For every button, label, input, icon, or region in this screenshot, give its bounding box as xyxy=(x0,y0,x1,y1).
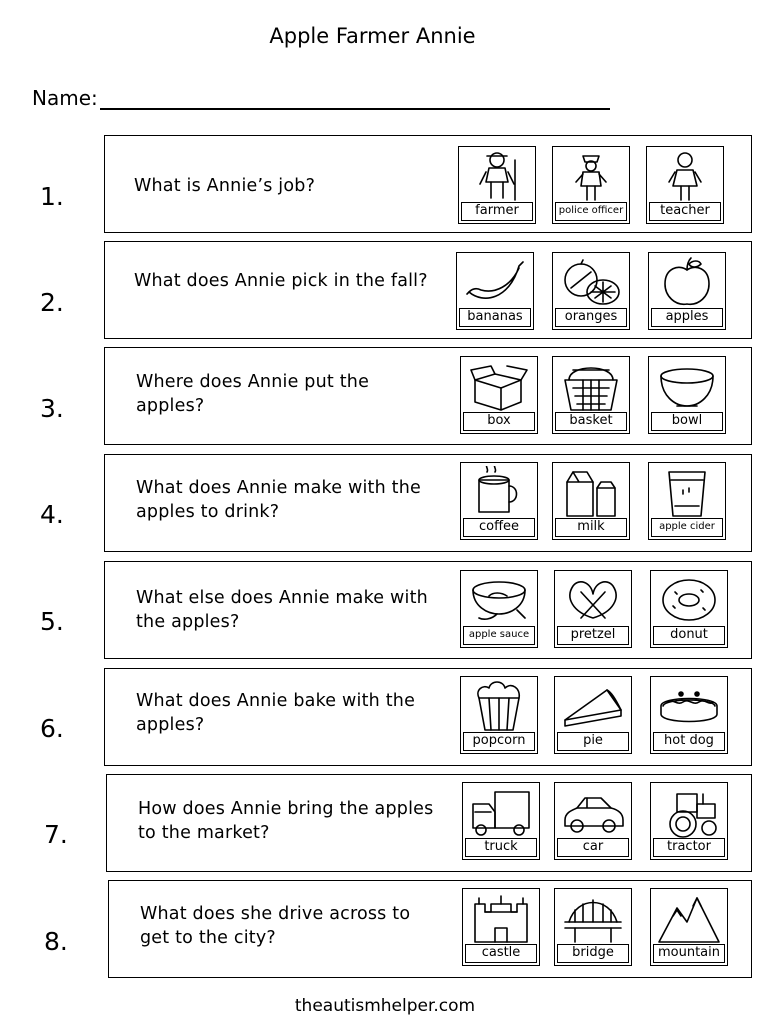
oranges-icon xyxy=(559,256,623,308)
answer-option-popcorn[interactable] xyxy=(460,676,538,754)
answer-option-label: farmer xyxy=(461,202,533,221)
answer-option-label: coffee xyxy=(463,518,535,537)
answer-option-label: basket xyxy=(555,412,627,431)
mountain-icon xyxy=(657,892,721,944)
answer-option-label: pretzel xyxy=(557,626,629,645)
name-line[interactable] xyxy=(100,88,610,110)
question-text: What does Annie bake with the apples? xyxy=(136,691,416,735)
answer-option-bridge[interactable] xyxy=(554,888,632,966)
question-number: 1. xyxy=(40,182,64,211)
coffee-icon xyxy=(467,466,531,518)
answer-option-box[interactable] xyxy=(460,356,538,434)
question-number: 2. xyxy=(40,288,64,317)
answer-option-oranges[interactable] xyxy=(552,252,630,330)
question-number: 6. xyxy=(40,714,64,743)
answer-option-pie[interactable] xyxy=(554,676,632,754)
answer-option-label: apples xyxy=(651,308,723,327)
question-text: What does Annie pick in the fall? xyxy=(134,271,428,291)
bananas-icon xyxy=(463,256,527,308)
answer-option-label: oranges xyxy=(555,308,627,327)
answer-option-label: truck xyxy=(465,838,537,857)
answer-option-label: apple cider xyxy=(651,518,723,537)
car-icon xyxy=(561,786,625,838)
farmer-icon xyxy=(465,150,529,202)
question-number: 3. xyxy=(40,394,64,423)
truck-icon xyxy=(469,786,533,838)
question-number: 8. xyxy=(44,927,68,956)
question-number: 5. xyxy=(40,607,64,636)
question-number: 7. xyxy=(44,820,68,849)
answer-option-label: castle xyxy=(465,944,537,963)
answer-option-label: bananas xyxy=(459,308,531,327)
answer-option-apple-sauce[interactable] xyxy=(460,570,538,648)
answer-option-label: apple sauce xyxy=(463,626,535,645)
answer-option-car[interactable] xyxy=(554,782,632,860)
answer-option-farmer[interactable] xyxy=(458,146,536,224)
answer-option-label: police officer xyxy=(555,202,627,221)
apple-cider-icon xyxy=(655,466,719,518)
answer-option-coffee[interactable] xyxy=(460,462,538,540)
answer-option-label: bridge xyxy=(557,944,629,963)
question-text: Where does Annie put the apples? xyxy=(136,372,370,416)
answer-option-label: tractor xyxy=(653,838,725,857)
popcorn-icon xyxy=(467,680,531,732)
hot-dog-icon xyxy=(657,680,721,732)
answer-option-donut[interactable] xyxy=(650,570,728,648)
answer-option-label: hot dog xyxy=(653,732,725,751)
donut-icon xyxy=(657,574,721,626)
page-title: Apple Farmer Annie xyxy=(269,24,476,48)
answer-option-label: pie xyxy=(557,732,629,751)
answer-option-tractor[interactable] xyxy=(650,782,728,860)
question-number: 4. xyxy=(40,500,64,529)
bowl-icon xyxy=(655,360,719,412)
box-icon xyxy=(467,360,531,412)
answer-option-label: donut xyxy=(653,626,725,645)
answer-option-police-officer[interactable] xyxy=(552,146,630,224)
answer-option-bowl[interactable] xyxy=(648,356,726,434)
apples-icon xyxy=(655,256,719,308)
answer-option-teacher[interactable] xyxy=(646,146,724,224)
question-text: What is Annie’s job? xyxy=(134,176,316,196)
question-text: What else does Annie make with the apples? xyxy=(136,588,428,632)
answer-option-pretzel[interactable] xyxy=(554,570,632,648)
answer-option-mountain[interactable] xyxy=(650,888,728,966)
apple-sauce-icon xyxy=(467,574,531,626)
castle-icon xyxy=(469,892,533,944)
name-label: Name: xyxy=(32,86,98,110)
name-row xyxy=(32,86,610,110)
answer-option-label: box xyxy=(463,412,535,431)
answer-option-label: car xyxy=(557,838,629,857)
answer-option-label: teacher xyxy=(649,202,721,221)
question-text: What does Annie make with the apples to drink? xyxy=(136,478,421,522)
basket-icon xyxy=(559,360,623,412)
answer-option-castle[interactable] xyxy=(462,888,540,966)
police-officer-icon xyxy=(559,150,623,202)
answer-option-milk[interactable] xyxy=(552,462,630,540)
answer-option-bananas[interactable] xyxy=(456,252,534,330)
answer-option-apple-cider[interactable] xyxy=(648,462,726,540)
tractor-icon xyxy=(657,786,721,838)
pie-icon xyxy=(561,680,625,732)
answer-option-label: milk xyxy=(555,518,627,537)
footer-url: theautismhelper.com xyxy=(294,996,476,1016)
teacher-icon xyxy=(653,150,717,202)
question-text: What does she drive across to get to the city? xyxy=(140,904,411,948)
answer-option-hot-dog[interactable] xyxy=(650,676,728,754)
question-text: How does Annie bring the apples to the market? xyxy=(138,799,434,843)
answer-option-label: mountain xyxy=(653,944,725,963)
answer-option-label: popcorn xyxy=(463,732,535,751)
milk-icon xyxy=(559,466,623,518)
pretzel-icon xyxy=(561,574,625,626)
answer-option-label: bowl xyxy=(651,412,723,431)
answer-option-basket[interactable] xyxy=(552,356,630,434)
answer-option-truck[interactable] xyxy=(462,782,540,860)
bridge-icon xyxy=(561,892,625,944)
answer-option-apples[interactable] xyxy=(648,252,726,330)
